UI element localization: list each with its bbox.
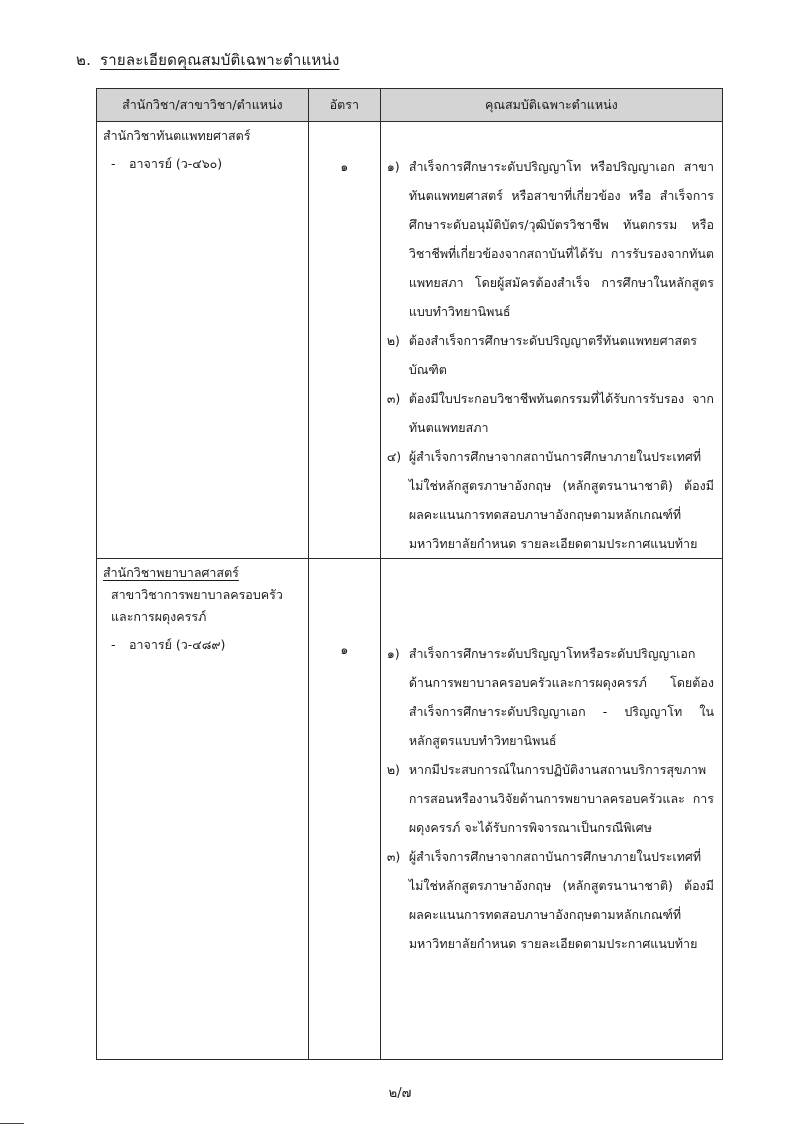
subunit-name-cont: และการผดุงครรภ์ — [111, 609, 207, 624]
header-qualifications: คุณสมบัติเฉพาะตำแหน่ง — [380, 89, 722, 122]
scan-edge-mark — [0, 1123, 24, 1124]
item-number: ๒) — [386, 333, 400, 348]
list-item — [387, 442, 714, 558]
section-number: ๒. — [76, 51, 92, 69]
position-line — [97, 153, 308, 175]
rate-cell — [308, 122, 380, 559]
item-text: ผู้สำเร็จการศึกษาจากสถาบันการศึกษาภายในประเทศที่ ไม่ใช่หลักสูตรภาษาอังกฤษ (หลักสูตรนานาชาติ) ต้องมี ผลคะแนนการทดสอบภาษาอังกฤษตามหลักเกณฑ์ที่ มหาวิทยาลัยกำหนด รายละเอียดตามประกาศแนบท้าย — [408, 449, 714, 551]
rate-value: ๑ — [340, 642, 349, 657]
item-text: หากมีประสบการณ์ในการปฏิบัติงานสถานบริการสุขภาพ การสอนหรืองานวิจัยด้านการพยาบาลครอบครัวและ การผดุงครรภ์ จะได้รับการพิจารณาเป็นกรณีพิเศษ — [408, 762, 714, 835]
requirements-list — [381, 639, 722, 958]
header-rate: อัตรา — [308, 89, 380, 122]
item-text: ต้องสำเร็จการศึกษาระดับปริญญาตรีทันตแพทยศาสตร บัณฑิต — [408, 333, 698, 377]
item-text: สำเร็จการศึกษาระดับปริญญาโทหรือระดับปริญญาเอก ด้านการพยาบาลครอบครัวและการผดุงครรภ์ โดยต้อง สำเร็จการศึกษาระดับปริญญาเอก - ปริญญาโท ในหลักสูตรแบบทำวิทยานิพนธ์ — [408, 646, 714, 748]
item-number: ๑) — [386, 159, 400, 174]
position-dash: - — [111, 156, 116, 171]
rate-cell — [308, 559, 380, 1060]
page-number: ๒/๗ — [388, 1086, 412, 1101]
header-unit-position: สำนักวิชา/สาขาวิชา/ตำแหน่ง — [97, 89, 309, 122]
unit-cell — [97, 122, 309, 559]
requirements-cell — [380, 559, 722, 1060]
rate-value: ๑ — [340, 159, 349, 174]
table-row — [97, 559, 723, 1060]
list-item — [387, 755, 714, 842]
unit-name: สำนักวิชาทันตแพทยศาสตร์ — [103, 128, 251, 143]
item-text: สำเร็จการศึกษาระดับปริญญาโท หรือปริญญาเอก สาขาทันตแพทยศาสตร์ หรือสาขาที่เกี่ยวข้อง หรือ สำเร็จการศึกษาระดับอนุมัติบัตร/วุฒิบัตรวิชาชีพ ทันตกรรม หรือวิชาชีพที่เกี่ยวข้องจากสถาบันที่ได้รับ การรับรองจากทันตแพทยสภา โดยผู้สมัครต้องสำเร็จ การศึกษาในหลักสูตรแบบทำวิทยานิพนธ์ — [408, 159, 714, 319]
requirements-list — [381, 152, 722, 558]
section-heading — [76, 48, 339, 72]
item-number: ๓) — [386, 391, 401, 406]
table-header-row — [97, 89, 723, 122]
unit-name: สำนักวิชาพยาบาลศาสตร์ — [103, 565, 239, 580]
subunit-name: สาขาวิชาการพยาบาลครอบครัว — [111, 587, 283, 602]
item-number: ๒) — [386, 762, 400, 777]
position-title: อาจารย์ (ว-๔๘๙) — [129, 637, 226, 652]
list-item — [387, 842, 714, 958]
position-title: อาจารย์ (ว-๔๖๐) — [129, 156, 223, 171]
item-number: ๔) — [386, 449, 402, 464]
list-item — [387, 639, 714, 755]
table-row — [97, 122, 723, 559]
qualification-table — [96, 88, 723, 1060]
item-text: ผู้สำเร็จการศึกษาจากสถาบันการศึกษาภายในประเทศที่ ไม่ใช่หลักสูตรภาษาอังกฤษ (หลักสูตรนานาชาติ) ต้องมี ผลคะแนนการทดสอบภาษาอังกฤษตามหลักเกณฑ์ที่ มหาวิทยาลัยกำหนด รายละเอียดตามประกาศแนบท้าย — [408, 849, 714, 951]
list-item — [387, 326, 714, 384]
position-dash: - — [111, 637, 116, 652]
item-number: ๑) — [386, 646, 400, 661]
section-title: รายละเอียดคุณสมบัติเฉพาะตำแหน่ง — [100, 51, 340, 69]
item-number: ๓) — [386, 849, 401, 864]
requirements-cell — [380, 122, 722, 559]
list-item — [387, 152, 714, 326]
unit-cell — [97, 559, 309, 1060]
position-line — [97, 634, 308, 656]
item-text: ต้องมีใบประกอบวิชาชีพทันตกรรมที่ได้รับการรับรอง จากทันตแพทยสภา — [408, 391, 714, 435]
list-item — [387, 384, 714, 442]
